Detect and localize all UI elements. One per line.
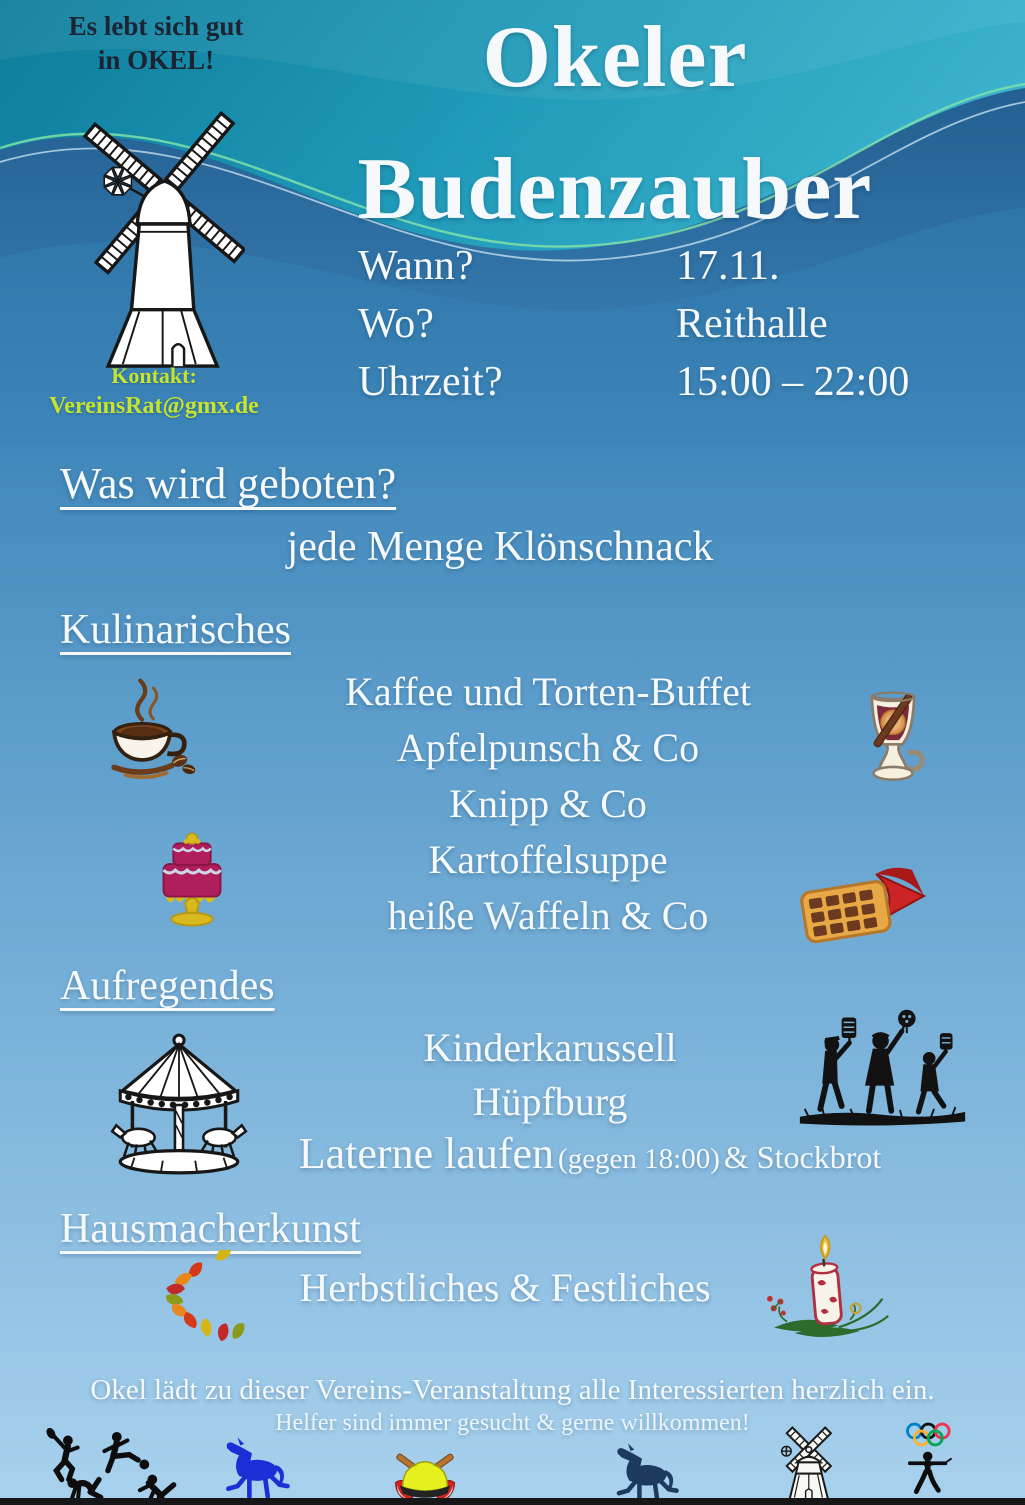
carousel-icon <box>98 1032 260 1176</box>
exciting-item: Kinderkarussell <box>423 1025 677 1070</box>
culinary-item: Kaffee und Torten-Buffet <box>345 669 751 714</box>
culinary-item: Kartoffelsuppe <box>428 837 668 882</box>
info-row-wann <box>358 238 978 296</box>
contact-email: VereinsRat@gmx.de <box>49 392 259 419</box>
blue-horse-icon <box>206 1436 298 1502</box>
cake-icon <box>138 812 246 932</box>
info-row-wo <box>358 296 978 354</box>
lantern-walk-suffix: & Stockbrot <box>723 1139 882 1175</box>
info-value: 17.11. <box>676 243 780 289</box>
info-row-uhrzeit <box>358 354 978 412</box>
crafts-item: Herbstliches & Festliches <box>299 1265 711 1310</box>
navy-horse-icon <box>596 1442 688 1505</box>
windmill-icon <box>55 78 245 370</box>
contact-label: Kontakt: <box>111 363 197 388</box>
contact-block <box>18 362 290 422</box>
culinary-item: Knipp & Co <box>449 781 647 826</box>
info-value: Reithalle <box>676 300 828 347</box>
footer-invitation: Okel lädt zu dieser Vereins-Veranstaltung alle Interessierten herzlich ein. <box>90 1374 935 1406</box>
sports-figures-icon <box>25 1428 205 1505</box>
info-value: 15:00 – 22:00 <box>676 358 910 405</box>
event-info <box>358 238 978 412</box>
culinary-list <box>248 664 848 944</box>
coffee-cup-icon <box>88 672 200 790</box>
section-heading-crafts: Hausmacherkunst <box>60 1206 361 1252</box>
small-windmill-icon <box>772 1422 836 1505</box>
badge-text <box>38 10 274 78</box>
waffle-icon <box>790 856 938 948</box>
poster-title-line1: Okeler <box>482 9 748 106</box>
bottom-edge-strip <box>0 1498 1025 1505</box>
section-heading-culinary: Kulinarisches <box>60 607 291 653</box>
poster-title-line2: Budenzauber <box>357 141 873 238</box>
offer-item: jede Menge Klönschnack <box>286 524 714 570</box>
culinary-item: Apfelpunsch & Co <box>396 725 700 770</box>
lantern-walk-time: (gegen 18:00) <box>558 1143 720 1175</box>
candle-icon <box>756 1232 904 1356</box>
autumn-leaves-icon <box>166 1250 252 1354</box>
info-label: Wo? <box>358 300 434 347</box>
footer-helpers: Helfer sind immer gesucht & gerne willkommen! <box>275 1410 750 1436</box>
badge-line1: Es lebt sich gut <box>68 11 244 41</box>
fire-brigade-icon <box>378 1438 472 1505</box>
info-label: Uhrzeit? <box>358 358 503 405</box>
info-label: Wann? <box>358 243 474 289</box>
section-heading-offer: Was wird geboten? <box>60 459 397 508</box>
culinary-item: heiße Waffeln & Co <box>387 893 709 938</box>
lantern-children-icon <box>795 995 970 1147</box>
badge-line2: in OKEL! <box>97 44 215 75</box>
punch-glass-icon <box>852 690 934 826</box>
exciting-item: Hüpfburg <box>472 1079 628 1124</box>
section-heading-exciting: Aufregendes <box>60 963 275 1009</box>
lantern-walk-main: Laterne laufen <box>298 1129 555 1178</box>
olympic-shooter-icon <box>898 1420 958 1504</box>
